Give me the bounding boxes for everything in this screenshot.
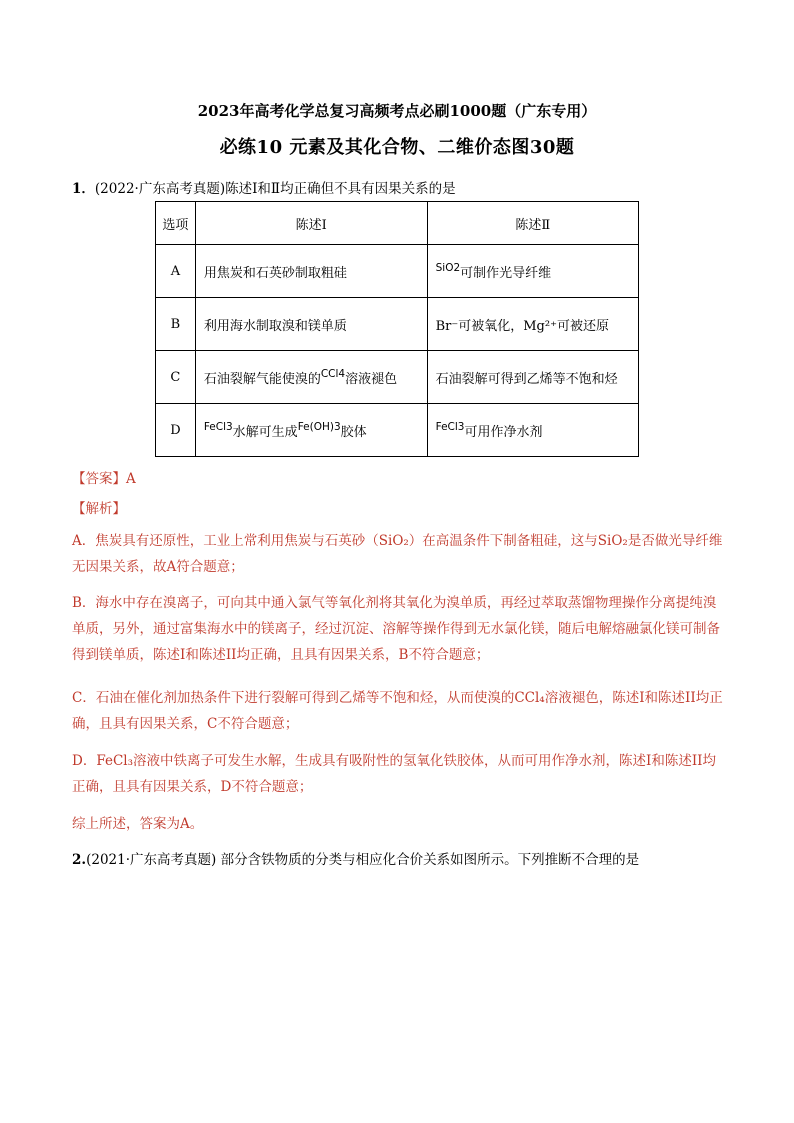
question-1 xyxy=(72,177,456,197)
statement-1: 用焦炭和石英砂制取粗硅 xyxy=(195,245,427,298)
chem-formula: FeCl3 xyxy=(203,420,233,433)
option-label: A xyxy=(156,245,196,298)
explanation-a: A．焦炭具有还原性，工业上常利用焦炭与石英砂（SiO₂）在高温条件下制备粗硅，这与SiO₂是否做光导纤维无因果关系，故A符合题意； xyxy=(72,533,723,575)
question-text: (2022·广东高考真题)陈述Ⅰ和Ⅱ均正确但不具有因果关系的是 xyxy=(94,181,456,197)
analysis-label: 【解析】 xyxy=(72,501,126,517)
explanation-c: C．石油在催化剂加热条件下进行裂解可得到乙烯等不饱和烃，从而使溴的CCl₄溶液褪色，陈述I和陈述II均正确，且具有因果关系，C不符合题意； xyxy=(72,690,723,732)
summary: 综上所述，答案为A。 xyxy=(72,816,204,832)
chem-formula: CCl4 xyxy=(320,367,346,380)
question-number: 1． xyxy=(72,181,95,197)
question-text: (2021·广东高考真题) 部分含铁物质的分类与相应化合价关系如图所示。下列推断不合理的是 xyxy=(86,852,640,868)
table-row xyxy=(156,351,639,404)
table-header: 陈述Ⅱ xyxy=(427,202,638,245)
statement-2: $^{SiO2}$可制作光导纤维 xyxy=(427,245,638,298)
chem-formula: Fe(OH)3 xyxy=(297,420,341,433)
table-row xyxy=(156,245,639,298)
answer: 【答案】A xyxy=(72,471,136,487)
document-title: 2023年高考化学总复习高频考点必刷1000题（广东专用） xyxy=(197,102,597,120)
option-label: D xyxy=(156,404,196,457)
statement-1: 利用海水制取溴和镁单质 xyxy=(195,298,427,351)
statement-1: 石油裂解气能使溴的$^{CCl4}$溶液褪色 xyxy=(195,351,427,404)
question-2 xyxy=(72,848,639,868)
explanation-b: B．海水中存在溴离子，可向其中通入氯气等氧化剂将其氧化为溴单质，再经过萃取蒸馏物理操作分离提纯溴单质，另外，通过富集海水中的镁离子，经过沉淀、溶解等操作得到无水氯化镁，随后电解熔融氯化镁可制备得到镁单质，陈述I和陈述II均正确，且具有因果关系，B不符合题意； xyxy=(72,595,720,663)
statement-2: Br⁻可被氧化，Mg²⁺可被还原 xyxy=(427,298,638,351)
options-table xyxy=(155,201,639,457)
statement-2: $^{FeCl3}$可用作净水剂 xyxy=(427,404,638,457)
chem-formula: SiO2 xyxy=(435,261,461,274)
table-row xyxy=(156,404,639,457)
explanation-d: D．FeCl₃溶液中铁离子可发生水解，生成具有吸附性的氢氧化铁胶体，从而可用作净水剂，陈述I和陈述II均正确，且具有因果关系，D不符合题意； xyxy=(72,753,716,795)
table-header-row xyxy=(156,202,639,245)
statement-2: 石油裂解可得到乙烯等不饱和烃 xyxy=(427,351,638,404)
table-header: 陈述Ⅰ xyxy=(195,202,427,245)
document-subtitle: 必练10 元素及其化合物、二维价态图30题 xyxy=(219,137,575,158)
option-label: C xyxy=(156,351,196,404)
statement-1: $^{FeCl3}$水解可生成$^{Fe(OH)3}$胶体 xyxy=(195,404,427,457)
table-row xyxy=(156,298,639,351)
table-header: 选项 xyxy=(156,202,196,245)
question-number: 2. xyxy=(72,852,87,868)
chem-formula: FeCl3 xyxy=(435,420,465,433)
option-label: B xyxy=(156,298,196,351)
